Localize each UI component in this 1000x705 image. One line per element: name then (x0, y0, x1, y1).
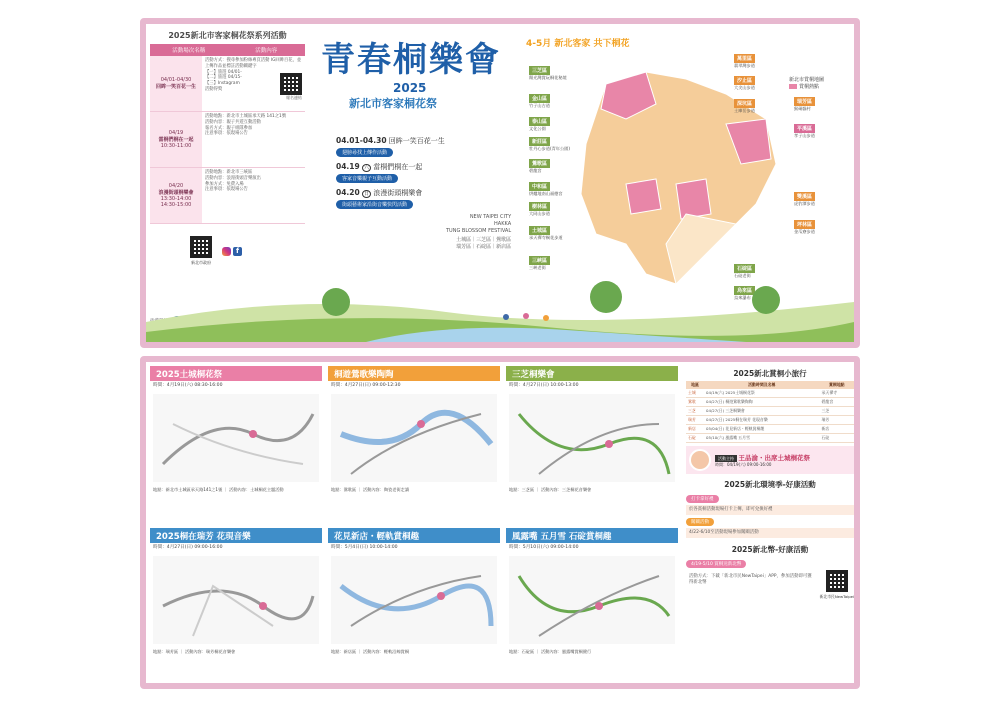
event-name: 浪漫街頭桐樂會 (158, 190, 194, 196)
qr-row (150, 236, 305, 266)
tour-header: 活動時間及名稱 (704, 381, 820, 389)
district-name: 金山區 (529, 94, 550, 103)
event-desc (202, 112, 305, 167)
card-title: 桐遊鶯歌樂陶陶 (328, 366, 500, 381)
coin-text: 活動方式：下載「新北市民NewTaipei」APP，參加活動即可獲得新北幣 (686, 572, 816, 588)
route-map (331, 556, 497, 644)
desc-line: 【一】旅遊 04/01- (205, 69, 242, 75)
schedule-tag: 街頭藝術家沿街音樂快閃活動 (336, 200, 413, 209)
district-name: 樹林區 (529, 202, 550, 211)
event-date: 04/19 (168, 130, 184, 136)
qr-code-icon[interactable] (826, 570, 848, 592)
legend-item: 賞桐熱點 (799, 84, 820, 90)
col-content: 活動內容 (255, 48, 278, 54)
coin-title: 2025新北幣-好康活動 (731, 544, 809, 554)
table-row (686, 389, 854, 398)
district-loc: 烘爐地南山福德宮 (529, 191, 563, 196)
card-title: 2025土城桐花祭 (150, 366, 322, 381)
host-title: 王品渝・出席土城桐花祭 (738, 453, 810, 462)
event-name-cell (150, 56, 202, 111)
schedule-item (336, 188, 506, 209)
district-label (529, 256, 550, 270)
person-icon (523, 313, 529, 319)
title-sub: 新北市客家桐花祭 (349, 97, 437, 110)
district-name: 泰山區 (529, 117, 550, 126)
district-label (529, 66, 567, 80)
instagram-icon[interactable] (222, 247, 231, 256)
fest-places: 土城區｜三芝區｜鶯歌區 (456, 237, 512, 243)
district-loc: 三峽老街 (529, 265, 546, 270)
schedule-tag: 翅膀尋找上傳作活動 (336, 148, 393, 157)
card-foot: 地點：三芝區 ｜ 活動內容：三芝桐花音樂會 (509, 487, 592, 493)
location-pin-icon (605, 440, 613, 448)
district-loc: 土庫岳步道 (734, 108, 755, 113)
district-loc: 大尖山步道 (734, 85, 755, 90)
route-map (509, 556, 675, 644)
title-year: 2025 (393, 81, 427, 95)
district-loc: 石碇老街 (734, 273, 751, 278)
coin-body (686, 570, 854, 600)
district-loc: 虎豹潭步道 (794, 201, 815, 206)
district-name: 新莊區 (529, 137, 550, 146)
schedule-date: 04.20 (336, 188, 360, 197)
district-loc: 猴硐貓村 (794, 106, 811, 111)
qr-label: 報名連結 (286, 94, 302, 100)
schedule-date: 04.19 (336, 162, 360, 171)
district-name: 土城區 (529, 226, 550, 235)
route-map (509, 394, 675, 482)
tour-place: 三芝 (820, 407, 854, 416)
qr-code-icon[interactable] (190, 236, 212, 258)
tour-title: 2025新北賞桐小旅行 (733, 369, 807, 378)
district-name: 中和區 (529, 182, 550, 191)
fest-places: 瑞芳區｜石碇區｜新店區 (456, 244, 512, 250)
event-card (328, 528, 500, 686)
route-map (153, 394, 319, 482)
district-name: 平溪區 (794, 124, 815, 133)
district-loc: 牡丹心步道(青年公園) (529, 146, 570, 151)
event-desc (202, 168, 305, 223)
location-pin-icon (259, 602, 267, 610)
tour-header: 地區 (686, 381, 704, 389)
district-loc: 大同山步道 (529, 211, 550, 216)
col-name: 活動場次名稱 (172, 48, 206, 54)
district-loc: 承天禪寺桐花步道 (529, 235, 563, 240)
host-info (715, 453, 810, 468)
desc-line: 參加方式：免費入場 (205, 181, 244, 187)
coin-pill: 4/19-5/10 賞桐送新北幣 (686, 560, 746, 568)
legend-swatch (789, 84, 797, 89)
tree-icon (322, 288, 350, 316)
tour-header: 賞桐地點 (820, 381, 854, 389)
event-time: 13:30-14:00 (160, 196, 192, 202)
district-loc: 翡翠灣步道 (734, 63, 755, 68)
card-title: 2025桐在瑞芳 花現音樂 (150, 528, 322, 543)
district-loc: 碧龍宮 (529, 168, 542, 173)
event-card (506, 528, 678, 686)
tour-district: 石碇 (686, 434, 704, 443)
series-title: 2025新北市客家桐花祭系列活動 (168, 31, 287, 40)
tour-district: 土城 (686, 389, 704, 398)
legend-title: 新北市賞桐地圖 (789, 77, 825, 83)
district-label (529, 94, 550, 108)
table-row (686, 398, 854, 407)
tour-event: 04/27(日) 三芝桐樂會 (704, 407, 820, 416)
landscape-illustration (146, 272, 854, 342)
district-label (794, 124, 815, 138)
fest-en-line: TUNG BLOSSOM FESTIVAL (446, 228, 512, 234)
road-line (519, 576, 669, 616)
district-name: 萬里區 (734, 54, 755, 63)
location-pin-icon (595, 602, 603, 610)
event-name: 回眸一笑百花一生 (155, 84, 196, 90)
event-time: 14:30-15:00 (160, 202, 192, 208)
eco-text: 4/22-6/10至活動現場參加闖關活動 (686, 528, 854, 538)
tour-place: 新店 (820, 425, 854, 434)
card-info: 時間：4月27日(日) 10:00-13:00 (509, 383, 579, 388)
schedule-date: 04.01-04.30 (336, 136, 387, 145)
district-name: 汐止區 (734, 76, 755, 85)
road-line (163, 414, 313, 464)
tour-district: 鶯歌 (686, 398, 704, 407)
location-pin-icon (437, 592, 445, 600)
district-label (529, 226, 563, 240)
desc-line: 活動得獎 (205, 86, 223, 92)
event-desc (202, 56, 305, 111)
location-pin-icon (417, 420, 425, 428)
map-headline: 4-5月 新北客家 共下桐花 (526, 39, 630, 49)
card-info: 時間：4月19日(六) 08:30-16:00 (153, 383, 223, 388)
eco-pill: 打卡拿好禮 (686, 495, 719, 503)
desc-line: 【二】旅遊 04/15- (205, 75, 242, 81)
tour-place: 承天禪寺 (820, 389, 854, 398)
event-card (506, 366, 678, 524)
schedule-weekday: 六 (363, 165, 369, 171)
district-name: 鶯歌區 (529, 159, 550, 168)
district-loc: 金瓜寮步道 (794, 229, 815, 234)
district-label (734, 76, 755, 90)
desc-line: 活動地點：新北市土城區承天路 141之1號 (205, 114, 287, 119)
qr-label: 新北市民NewTaipei (819, 593, 854, 599)
district-name: 坪林區 (794, 220, 815, 229)
eco-title: 2025新北環境季-好康活動 (724, 480, 816, 489)
schedule-name: 回眸一笑百花一生 (388, 137, 445, 145)
card-info: 時間：5月4日(日) 10:00-14:00 (331, 545, 398, 550)
tour-district: 瑞芳 (686, 416, 704, 425)
eco-pill: 闖關活動 (686, 518, 714, 526)
desc-line: 活動方式：搜尋參加粉絲專頁活動 IG回眸百花，並 (205, 58, 302, 63)
location-pin-icon (249, 430, 257, 438)
schedule-name: 當桐們桐在一起 (373, 163, 423, 171)
district-label (529, 159, 550, 173)
title-main: 青春桐樂會 (321, 40, 501, 80)
district-label (529, 202, 550, 216)
district-loc: 陽光灣賞玩桐花秘境 (529, 75, 567, 80)
card-title: 花見新店・輕軌賞桐趣 (328, 528, 500, 543)
card-foot: 地點：石碇區 ｜ 活動內容：風露嘴賞桐健行 (509, 649, 592, 655)
card-foot: 地點：新店區 ｜ 活動內容：輕軌沿線賞桐 (331, 649, 410, 655)
tour-event: 05/10(六) 風露嘴 五月雪 (704, 434, 820, 443)
district-loc: 文化公園 (529, 126, 546, 131)
qr-code-icon[interactable] (280, 73, 302, 95)
district-name: 石碇區 (734, 264, 755, 273)
schedule-item (336, 136, 506, 157)
route-map (331, 394, 497, 482)
tour-event: 05/04(日) 花見新店・輕軌賞桐趣 (704, 425, 820, 434)
schedule-list (336, 136, 506, 214)
district-label (794, 97, 815, 111)
district-name: 瑞芳區 (794, 97, 815, 106)
host-tag: 活動主持 (715, 455, 737, 462)
map-legend (789, 76, 824, 90)
district-label (529, 182, 563, 196)
schedule-item (336, 162, 506, 183)
social-icons (222, 247, 242, 256)
district-label (529, 117, 550, 131)
desc-line: 注意事項：依現場公告 (205, 187, 248, 193)
tour-table (686, 381, 854, 443)
schedule-weekday: 日 (363, 191, 369, 197)
district-name: 深坑區 (734, 99, 755, 108)
tour-place: 碧龍宮 (820, 398, 854, 407)
district-name: 三峽區 (529, 256, 550, 265)
event-name-cell (150, 112, 202, 167)
card-info: 時間：4月27日(日) 09:00-12:30 (331, 383, 401, 388)
district-loc: 孝子山步道 (794, 133, 815, 138)
table-row (686, 416, 854, 425)
event-time: 10:30-11:00 (160, 143, 192, 149)
map-hotspot-xindian (676, 179, 711, 219)
festival-title (321, 32, 521, 142)
district-label (734, 54, 755, 68)
coin-qr-block (820, 570, 854, 600)
tour-district: 三芝 (686, 407, 704, 416)
tour-event: 04/27(日) 桐遊鶯歌樂陶陶 (704, 398, 820, 407)
district-name: 雙溪區 (794, 192, 815, 201)
map-hotspot-tucheng (626, 179, 661, 214)
desc-line: 上傳作品並標註活動關鍵字 (205, 63, 257, 69)
card-info: 時間：5月10日(六) 09:00-14:00 (509, 545, 579, 550)
card-foot: 地點：瑞芳區 ｜ 活動內容：瑞芳桐花音樂會 (153, 649, 236, 655)
table-row (686, 407, 854, 416)
road-line (519, 414, 669, 474)
host-note: 時間：04/19(六) 09:00-16:00 (715, 461, 772, 467)
qr-block (190, 236, 212, 266)
festival-english (446, 214, 511, 251)
event-date: 04/20 (168, 183, 184, 189)
event-row (150, 168, 305, 224)
person-icon (503, 314, 509, 320)
event-name-cell (150, 168, 202, 223)
schedule-tag: 客家音樂親子互動活動 (336, 174, 398, 183)
desc-line: 活動內容：親子共遊互動活動 (205, 119, 261, 125)
back-sheet (140, 356, 860, 689)
event-card (150, 528, 322, 686)
fest-en-line: HAKKA (494, 221, 512, 227)
event-row (150, 56, 305, 112)
person-icon (543, 315, 549, 321)
desc-line: 活動內容：浪漫街頭音樂演出 (205, 175, 261, 181)
tour-district: 新店 (686, 425, 704, 434)
road-line (163, 591, 313, 619)
district-name: 烏來區 (734, 286, 755, 295)
district-name: 三芝區 (529, 66, 550, 75)
district-loc: 烏來瀑布 (734, 295, 751, 300)
event-date: 04/01-04/30 (160, 77, 192, 83)
district-label (794, 192, 815, 206)
desc-line: 活動地點：新北市三峽區 (205, 170, 253, 175)
event-card (328, 366, 500, 524)
card-info: 時間：4月27日(日) 09:00-16:00 (153, 545, 223, 550)
avatar (689, 449, 711, 471)
series-header (150, 44, 305, 56)
card-title: 三芝桐樂會 (506, 366, 678, 381)
tour-event: 04/27(日) 2025桐在瑞芳 花現音樂 (704, 416, 820, 425)
host-banner (686, 446, 854, 474)
facebook-icon[interactable]: f (233, 247, 242, 256)
front-sheet (140, 18, 860, 348)
desc-line: 報名方式：親子組隊參加 (205, 125, 253, 131)
district-loc: 竹子山古道 (529, 103, 550, 108)
schedule-name: 浪漫街頭桐樂會 (373, 189, 423, 197)
tour-place: 石碇 (820, 434, 854, 443)
desc-line: 注意事項：依現場公告 (205, 131, 248, 137)
side-panel (686, 366, 854, 686)
eco-text: 於各賞桐活動現場打卡上傳，即可兌換好禮 (686, 505, 854, 515)
event-row (150, 112, 305, 168)
tree-icon (752, 286, 780, 314)
event-card (150, 366, 322, 524)
district-label (529, 137, 570, 151)
desc-line: 【三】Instagram (205, 81, 240, 87)
road-line (539, 424, 659, 474)
route-map (153, 556, 319, 644)
district-label (794, 220, 815, 234)
event-name: 當桐們桐在一起 (158, 137, 194, 143)
table-row (686, 425, 854, 434)
card-foot: 地點：鶯歌區 ｜ 活動內容：陶瓷老街走讀 (331, 487, 410, 493)
table-row (686, 434, 854, 443)
fest-en-line: NEW TAIPEI CITY (469, 214, 512, 220)
tree-icon (590, 281, 622, 313)
card-foot: 地點：新北市土城區承天路141之1號 ｜ 活動內容：土城桐花主題活動 (153, 487, 284, 493)
qr-label: 新北市政府 (191, 260, 211, 265)
tour-event: 04/19(六) 2025土城桐花祭 (704, 389, 820, 398)
tour-place: 瑞芳 (820, 416, 854, 425)
district-label (734, 99, 755, 113)
card-title: 風露嘴 五月雪 石碇賞桐趣 (506, 528, 678, 543)
